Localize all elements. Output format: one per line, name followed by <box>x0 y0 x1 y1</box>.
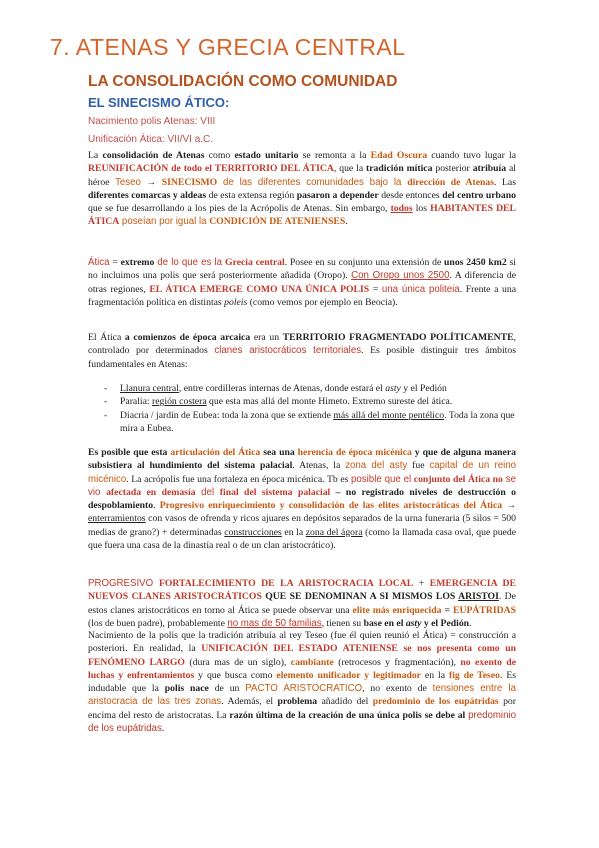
text-run: y que busca como <box>194 669 277 681</box>
meta-line-unification: Unificación Ática: VII/VI a.C. <box>88 134 214 145</box>
text-run: a comienzos de época arcaica <box>124 332 251 343</box>
text-run: EUPÁTRIDAS <box>453 604 517 616</box>
chapter-title: 7. ATENAS Y GRECIA CENTRAL <box>50 34 406 60</box>
text-run: conjunto del Ática no <box>411 473 503 485</box>
text-run: + <box>413 578 430 589</box>
text-run: . Es indudable que la <box>88 669 517 695</box>
text-run: tradición mítica <box>366 163 433 175</box>
text-run: como <box>204 150 235 161</box>
text-run: asty <box>385 383 401 394</box>
text-run: de lo que es la <box>154 257 226 268</box>
text-run: . <box>153 500 160 512</box>
text-run: construcciones <box>224 526 282 538</box>
text-run: estado unitario <box>234 150 299 161</box>
text-run: se remonta a la <box>298 150 371 161</box>
text-run: se vio <box>88 473 516 498</box>
text-run: Ática <box>88 257 110 268</box>
text-run: (como vemos por ejemplo en Beocia). <box>247 296 398 308</box>
text-run: sea una <box>260 447 298 458</box>
text-run: Teseo <box>115 176 141 188</box>
text-run: predominio de los eupátridas <box>88 709 517 735</box>
text-run: capital de un reino micénico <box>88 460 517 485</box>
text-run: y el Pedión <box>421 617 470 629</box>
text-run: enterramientos <box>88 513 146 525</box>
text-run: PACTO ARISTOCRATICO <box>245 683 363 695</box>
text-run: . <box>345 216 348 228</box>
text-run: TERRITORIO FRAGMENTADO POLÍTICAMENTE <box>282 332 514 343</box>
text-run: en la <box>420 669 449 681</box>
text-run: . <box>469 617 472 629</box>
meta-line-birth: Nacimiento polis Atenas: VIII <box>88 116 216 127</box>
text-run: = <box>369 283 382 295</box>
text-run: fue <box>407 460 430 472</box>
text-run: . Toda la zona que mira a Eubea. <box>120 409 515 434</box>
text-run: una única politeia <box>381 283 460 295</box>
text-run: elemento unificador y legitimador <box>276 669 421 681</box>
text-run: pasaron a depender <box>296 189 379 201</box>
text-run: posible que el <box>351 473 412 485</box>
text-run: . Las <box>494 176 517 188</box>
text-run: afectada en demasía <box>106 486 196 498</box>
regions-list <box>104 382 516 435</box>
text-run: UNIFICACIÓN DEL ESTADO ATENIENSE se nos presenta como un FENÓMENO LARGO <box>88 643 516 668</box>
text-run: añadido del <box>317 696 373 708</box>
text-run: final del sistema palacial <box>219 486 331 498</box>
text-run: , tienen su <box>321 617 364 629</box>
text-run: , que la <box>333 163 367 175</box>
text-run: consolidación de Atenas <box>102 150 205 161</box>
text-run: PROGRESIVO <box>88 578 159 589</box>
text-run: , no exento de <box>362 683 433 695</box>
text-run: de esta extensa región <box>206 189 297 201</box>
text-run: que se fue desarrollando a los pies de la Acrópolis de Atenas. Sin embargo, <box>88 203 391 215</box>
text-run: Edad Oscura <box>370 150 428 161</box>
text-run: extremo <box>120 257 155 268</box>
paragraph-mycenaean-heritage <box>88 446 516 552</box>
text-run: → <box>140 176 162 188</box>
text-run: QUE SE DENOMINAN A SI MISMOS LOS <box>261 591 459 603</box>
text-run: Progresivo enriquecimiento y consolidación de las elites aristocráticas del Ática <box>159 500 503 512</box>
text-run: poleis <box>224 296 248 308</box>
text-run: El Ática <box>88 332 125 343</box>
text-run: . Atenas, la <box>292 460 346 472</box>
text-run: posterior <box>432 163 473 175</box>
text-run: cambiante <box>290 656 334 668</box>
text-run: al héroe <box>88 163 516 188</box>
text-run: FORTALECIMIENTO DE LA ARISTOCRACIA LOCAL <box>158 578 414 589</box>
text-run: polis nace <box>164 683 209 695</box>
text-run: cuando tuvo lugar la <box>427 150 517 161</box>
text-run: . <box>161 723 165 735</box>
text-run: Nacimiento de la polis que la tradición atribuía al rey Teseo (fue él quien reunió el Ática) = construcción a posteriori. En realidad, la <box>88 630 516 655</box>
text-run: predominio de los eupátridas <box>372 696 499 708</box>
text-run: Con Oropo unos 2500 <box>351 270 450 282</box>
text-run: REUNIFICACIÓN de todo el TERRITORIO DEL ÁTICA <box>88 163 334 175</box>
text-run: zona del asty <box>345 460 408 472</box>
list-item <box>104 382 516 395</box>
text-run: poseían por igual la <box>119 216 210 228</box>
text-run: HABITANTES DEL ÁTICA <box>88 203 516 228</box>
text-run: ARISTOI <box>458 591 499 603</box>
text-run: Paralía: <box>120 396 153 408</box>
text-run: . Es posible distinguir tres ámbitos fundamentales en Atenas: <box>88 345 516 370</box>
text-run: EMERGENCIA DE NUEVOS CLANES ARISTOCRÁTICOS <box>88 578 517 603</box>
text-run: unos 2450 km2 <box>444 257 507 268</box>
text-run: y el Pedión <box>400 383 447 394</box>
text-run: (retrocesos y fragmentación), <box>333 656 461 668</box>
text-run: desde entonces <box>378 189 443 201</box>
text-run: región costera <box>152 396 207 408</box>
text-run: . Frente a una fragmentación política en distintas <box>88 283 517 308</box>
text-run: (como la llamada casa oval, que puede que fuera una casa de la dinastía real o de un clan aristocrático). <box>88 526 516 552</box>
text-run: no exento de luchas y enfrentamientos <box>88 656 516 681</box>
paragraph-consolidation <box>88 149 516 229</box>
text-run: base en el <box>363 617 406 629</box>
text-run: zona del ágora <box>305 526 363 538</box>
text-run: Llanura central <box>120 383 179 394</box>
text-run: todos <box>390 203 413 215</box>
text-run: , entre cordilleras internas de Atenas, donde estará el <box>178 383 386 394</box>
text-run: – no registrado niveles de destrucción o despoblamiento <box>88 486 516 512</box>
text-run: . A diferencia de otras regiones, <box>88 270 516 295</box>
section-heading: LA CONSOLIDACIÓN COMO COMUNIDAD <box>88 73 398 90</box>
text-run: . Además, el <box>221 696 278 708</box>
subsection-heading: EL SINECISMO ÁTICO: <box>88 95 230 110</box>
text-run: → <box>502 500 517 512</box>
text-run: = <box>441 604 454 616</box>
text-run: , controlado por determinados <box>88 332 516 357</box>
text-run: diferentes comarcas y aldeas <box>88 189 207 201</box>
text-run: Es posible que esta <box>88 447 171 458</box>
text-run: en la <box>281 526 306 538</box>
text-run: herencia de época micénica <box>297 447 412 458</box>
text-run: asty <box>405 617 422 629</box>
paragraph-polis-birth <box>88 629 516 735</box>
list-item <box>104 395 516 408</box>
text-run: dirección de Atenas <box>407 176 495 188</box>
list-item <box>104 409 516 436</box>
text-run: si no incluimos una polis que será posteriormente añadida (Oropo). <box>88 257 516 282</box>
text-run: CONDICIÓN DE ATENIENSES <box>209 216 346 228</box>
text-run: elite más enriquecida <box>352 604 442 616</box>
text-run: era un <box>250 332 283 343</box>
text-run: los <box>412 203 431 215</box>
text-run: tensiones entre la aristocracia de las tres zonas <box>88 683 516 708</box>
text-run: y que de alguna manera subsistiera al hundimiento del sistema palacial <box>88 447 516 472</box>
text-run: (dura mas de un siglo), <box>184 656 291 668</box>
text-run: no mas de 50 familias <box>227 617 322 629</box>
text-run: del centro urbano <box>442 189 516 201</box>
paragraph-attica-extension <box>88 256 516 309</box>
text-run: EL ÁTICA EMERGE COMO UNA ÚNICA POLIS <box>149 283 370 295</box>
text-run: Grecia central <box>225 257 285 268</box>
text-run: Diacria / jardín de Eubea: toda la zona que se extiende <box>120 409 334 421</box>
text-run: razón última de la creación de una única polis se debe al <box>229 709 466 721</box>
text-run: del <box>195 486 220 498</box>
text-run: de un <box>208 683 246 695</box>
text-run: atribuía <box>472 163 507 175</box>
paragraph-aristocracy <box>88 577 516 630</box>
text-run: . De estos clanes aristocráticos en torno al Ática se puede observar una <box>88 591 516 616</box>
text-run: fig de Teseo <box>448 669 500 681</box>
text-run: con vasos de ofrenda y ricos ajuares en depósitos separados de la urna funeraria (5 silos = 500 medias de grano?) + determinadas <box>88 513 516 538</box>
text-run: . Posee en su conjunto una extensión de <box>284 257 445 268</box>
text-run: = <box>109 257 121 268</box>
text-run: más allá del monte pentélico <box>333 409 445 421</box>
text-run: articulación del Ática <box>170 447 261 458</box>
text-run: por encima del resto de aristocratas. La <box>88 696 516 721</box>
text-run: . La acrópolis fue una fortaleza en época micénica. Tb es <box>126 473 352 485</box>
text-run: SINECISMO <box>161 176 218 188</box>
text-run: (los de buen padre), probablemente <box>88 617 228 629</box>
paragraph-fragmented-territory <box>88 331 516 371</box>
text-run: problema <box>277 696 318 708</box>
text-run: clanes aristocráticos territoriales <box>214 345 362 357</box>
text-run: de las diferentes comunidades bajo la <box>217 176 408 188</box>
text-run: La <box>88 150 103 161</box>
text-run: que esta mas allá del monte Himeto. Extremo sureste del ática. <box>206 396 453 408</box>
